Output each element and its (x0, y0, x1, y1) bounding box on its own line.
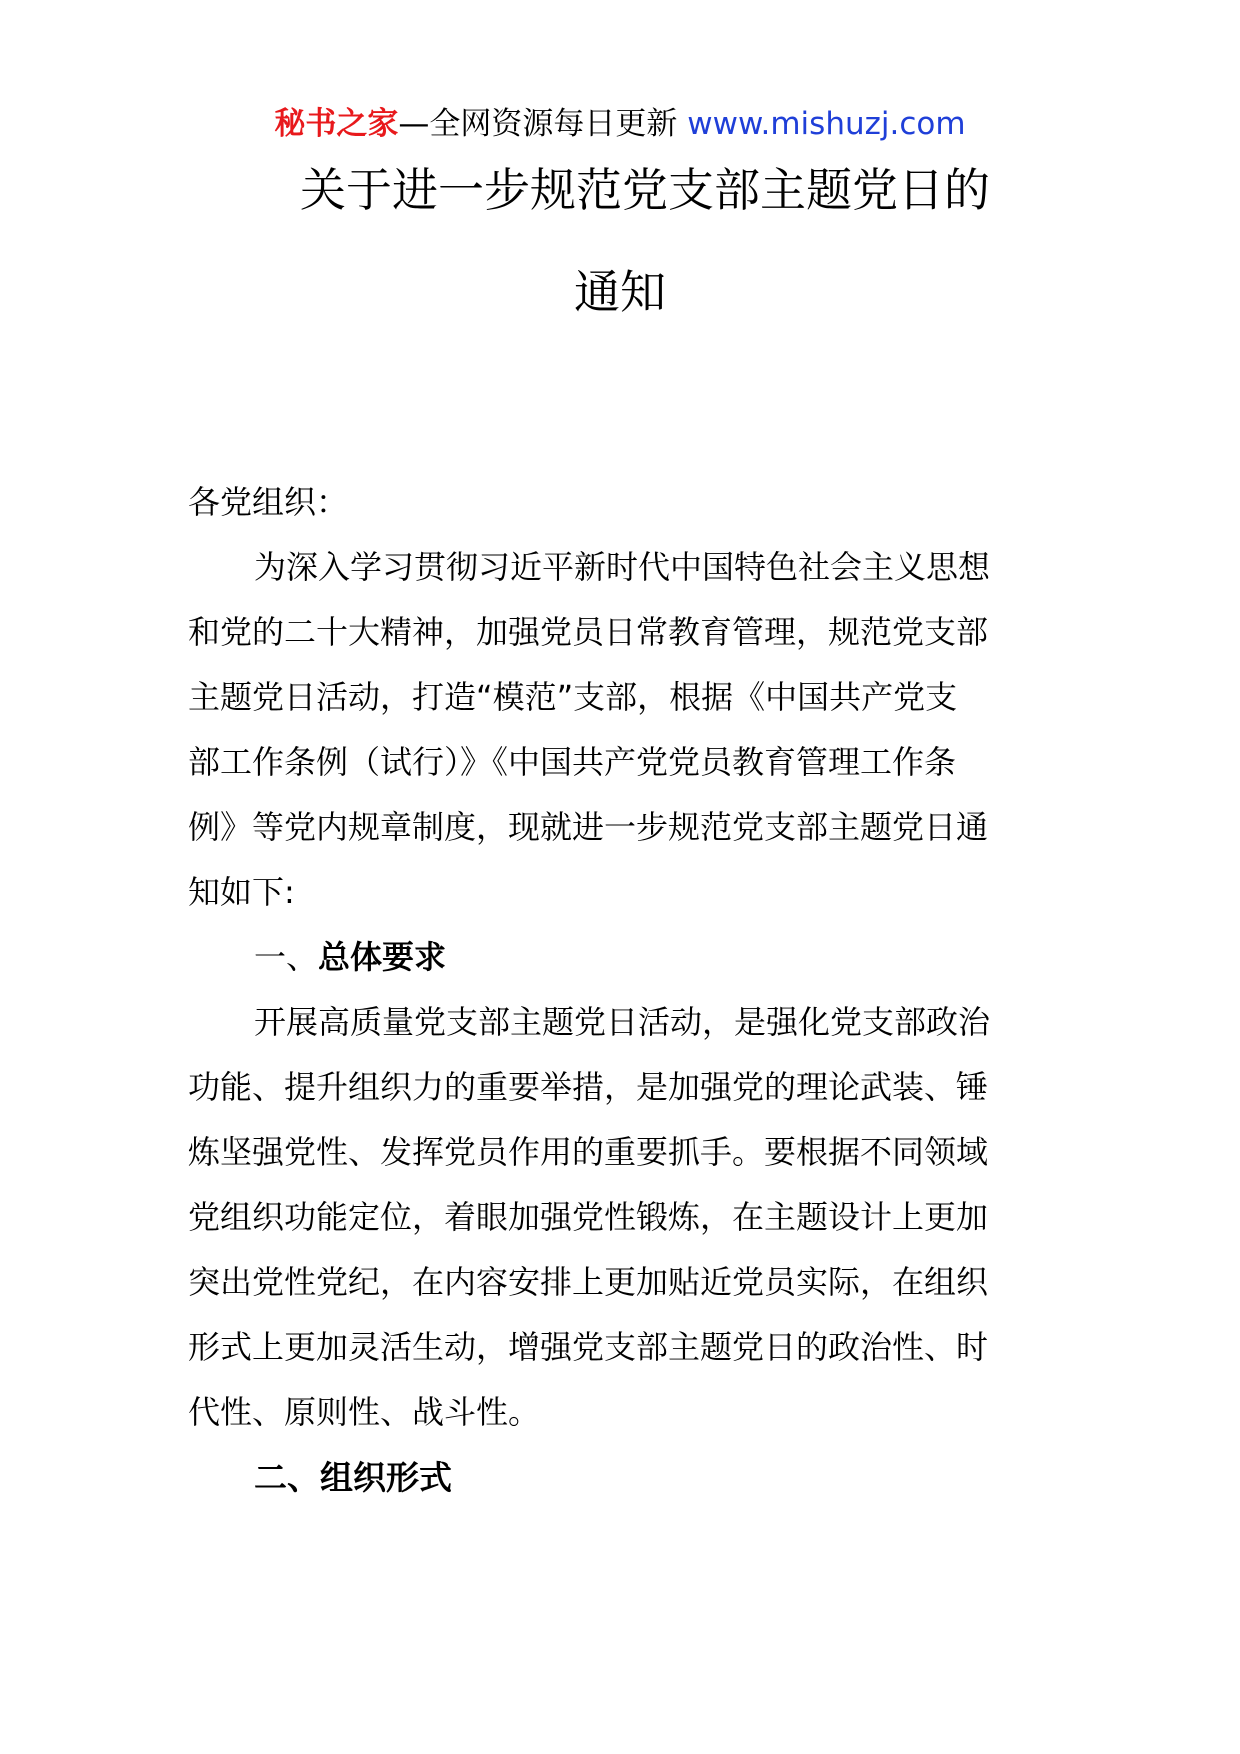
paragraph-line: 主题党日活动，打造“模范”支部，根据《中国共产党支 (188, 678, 958, 716)
section-heading-2: 二、组织形式 (254, 1458, 452, 1497)
salutation: 各党组织： (188, 483, 349, 521)
paragraph-line: 部工作条例（试行）》《中国共产党党员教育管理工作条 (188, 743, 957, 781)
brand-name: 秘书之家 (274, 106, 399, 142)
site-header (0, 102, 1240, 146)
paragraph-line: 例》等党内规章制度，现就进一步规范党支部主题党日通 (188, 808, 989, 846)
section-heading-prefix: 一、 (254, 938, 319, 976)
document-title-line-1: 关于进一步规范党支部主题党日的 (300, 163, 990, 217)
paragraph-line: 为深入学习贯彻习近平新时代中国特色社会主义思想 (254, 548, 991, 586)
document-title-line-2: 通知 (574, 265, 666, 319)
paragraph-line: 知如下: (188, 873, 295, 911)
document-body (188, 470, 1028, 1510)
paragraph-line: 开展高质量党支部主题党日活动，是强化党支部政治 (254, 1003, 991, 1041)
site-url-link[interactable]: www.mishuzj.com (687, 106, 966, 142)
header-tagline: —全网资源每日更新 (398, 106, 688, 142)
paragraph-line: 党组织功能定位，着眼加强党性锻炼，在主题设计上更加 (188, 1198, 989, 1236)
paragraph-line: 突出党性党纪，在内容安排上更加贴近党员实际，在组织 (188, 1263, 989, 1301)
section-heading-1 (188, 925, 1028, 990)
section-heading-text: 总体要求 (318, 938, 447, 976)
paragraph-intro (188, 535, 1028, 925)
paragraph-line: 功能、提升组织力的重要举措，是加强党的理论武装、锤 (188, 1068, 989, 1106)
paragraph-line: 形式上更加灵活生动，增强党支部主题党日的政治性、时 (188, 1328, 989, 1366)
paragraph-requirements (188, 990, 1028, 1445)
paragraph-line: 炼坚强党性、发挥党员作用的重要抓手。要根据不同领域 (188, 1133, 989, 1171)
paragraph-line: 和党的二十大精神，加强党员日常教育管理，规范党支部 (188, 613, 989, 651)
paragraph-line: 代性、原则性、战斗性。 (188, 1393, 541, 1431)
